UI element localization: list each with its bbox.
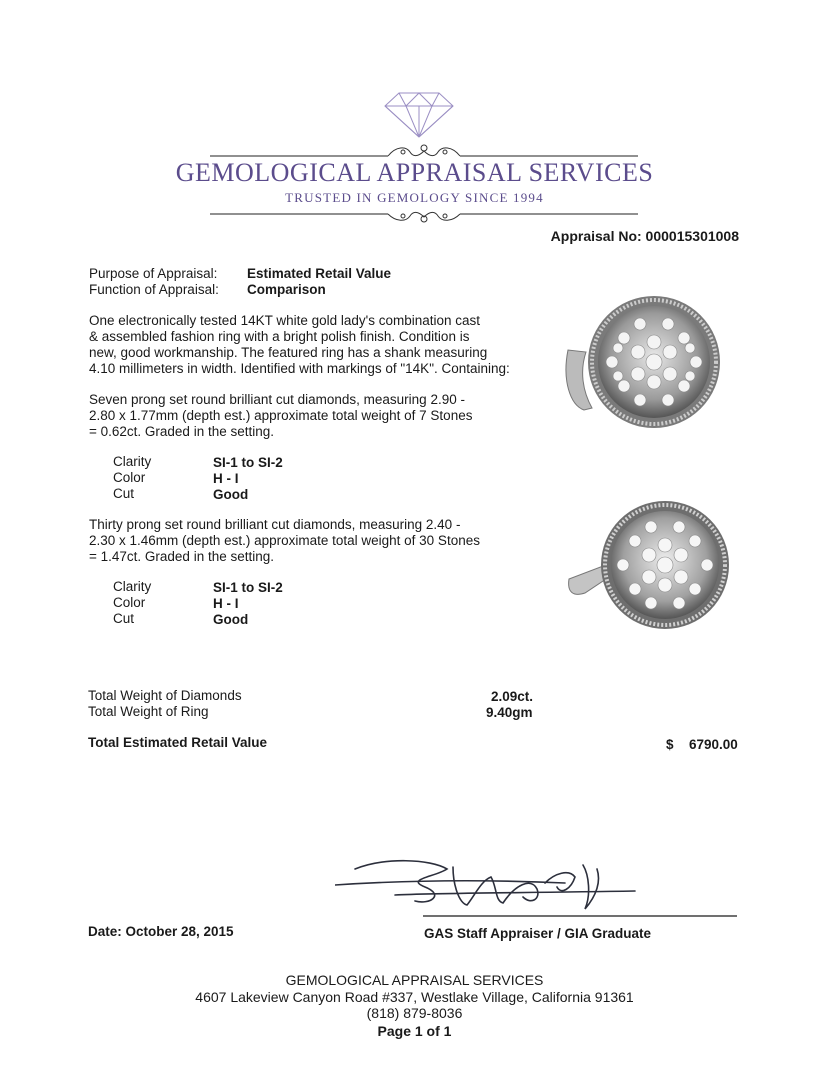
- description-line: 4.10 millimeters in width. Identified with markings of "14K". Containing:: [89, 361, 510, 376]
- description-line: One electronically tested 14KT white gold lady's combination cast: [89, 313, 481, 328]
- stone-group-line: Thirty prong set round brilliant cut diamonds, measuring 2.40 -: [89, 517, 461, 532]
- grade-value-clarity: SI-1 to SI-2: [213, 580, 283, 595]
- currency-symbol: $: [666, 737, 674, 752]
- footer-address: 4607 Lakeview Canyon Road #337, Westlake Village, California 91361: [195, 989, 634, 1005]
- grade-label-cut: Cut: [113, 611, 135, 626]
- appraiser-signature: [335, 855, 740, 920]
- grade-value-cut: Good: [213, 612, 249, 627]
- stone-group-line: 2.80 x 1.77mm (depth est.) approximate total weight of 7 Stones: [89, 408, 473, 423]
- description-paragraph: [89, 313, 510, 377]
- total-diamond-weight-value: 2.09ct.: [491, 689, 534, 704]
- grade-value-cut: Good: [213, 487, 249, 502]
- stone-group-line: 2.30 x 1.46mm (depth est.) approximate total weight of 30 Stones: [89, 533, 480, 548]
- grade-value-clarity: SI-1 to SI-2: [213, 455, 283, 470]
- total-ring-weight-value: 9.40gm: [486, 705, 533, 720]
- grade-value-color: H - I: [213, 596, 239, 611]
- total-diamond-weight-label: Total Weight of Diamonds: [88, 688, 242, 703]
- grade-label-color: Color: [113, 595, 146, 610]
- appraiser-title: GAS Staff Appraiser / GIA Graduate: [424, 926, 652, 941]
- function-label: Function of Appraisal:: [89, 282, 219, 297]
- grade-label-clarity: Clarity: [113, 579, 152, 594]
- description-line: new, good workmanship. The featured ring has a shank measuring: [89, 345, 488, 360]
- grade-value-color: H - I: [213, 471, 239, 486]
- page-number: Page 1 of 1: [377, 1023, 452, 1039]
- footer-phone: (818) 879-8036: [366, 1005, 463, 1021]
- stone-group-line: = 0.62ct. Graded in the setting.: [89, 424, 274, 439]
- ring-photo-top: [562, 290, 732, 435]
- company-logo-title: GEMOLOGICAL APPRAISAL SERVICES: [175, 158, 654, 187]
- description-line: & assembled fashion ring with a bright polish finish. Condition is: [89, 329, 470, 344]
- footer-company: GEMOLOGICAL APPRAISAL SERVICES: [285, 972, 544, 988]
- total-retail-value: 6790.00: [689, 737, 738, 752]
- grade-label-clarity: Clarity: [113, 454, 152, 469]
- purpose-value: Estimated Retail Value: [247, 266, 392, 281]
- purpose-label: Purpose of Appraisal:: [89, 266, 218, 281]
- grade-label-cut: Cut: [113, 486, 135, 501]
- stone-group-1-description: [89, 392, 472, 440]
- ornament-bottom-icon: [210, 206, 638, 224]
- appraisal-number: Appraisal No: 000015301008: [550, 228, 739, 244]
- stone-group-line: = 1.47ct. Graded in the setting.: [89, 549, 274, 564]
- function-value: Comparison: [247, 282, 326, 297]
- total-retail-value-label: Total Estimated Retail Value: [88, 735, 268, 750]
- stone-group-2-description: [89, 517, 480, 565]
- ring-photo-side: [565, 497, 733, 637]
- total-ring-weight-label: Total Weight of Ring: [88, 704, 209, 719]
- diamond-logo-icon: [384, 92, 454, 138]
- appraisal-date: Date: October 28, 2015: [88, 924, 234, 939]
- stone-group-line: Seven prong set round brilliant cut diamonds, measuring 2.90 -: [89, 392, 465, 407]
- company-logo-tagline: TRUSTED IN GEMOLOGY SINCE 1994: [285, 190, 544, 205]
- grade-label-color: Color: [113, 470, 146, 485]
